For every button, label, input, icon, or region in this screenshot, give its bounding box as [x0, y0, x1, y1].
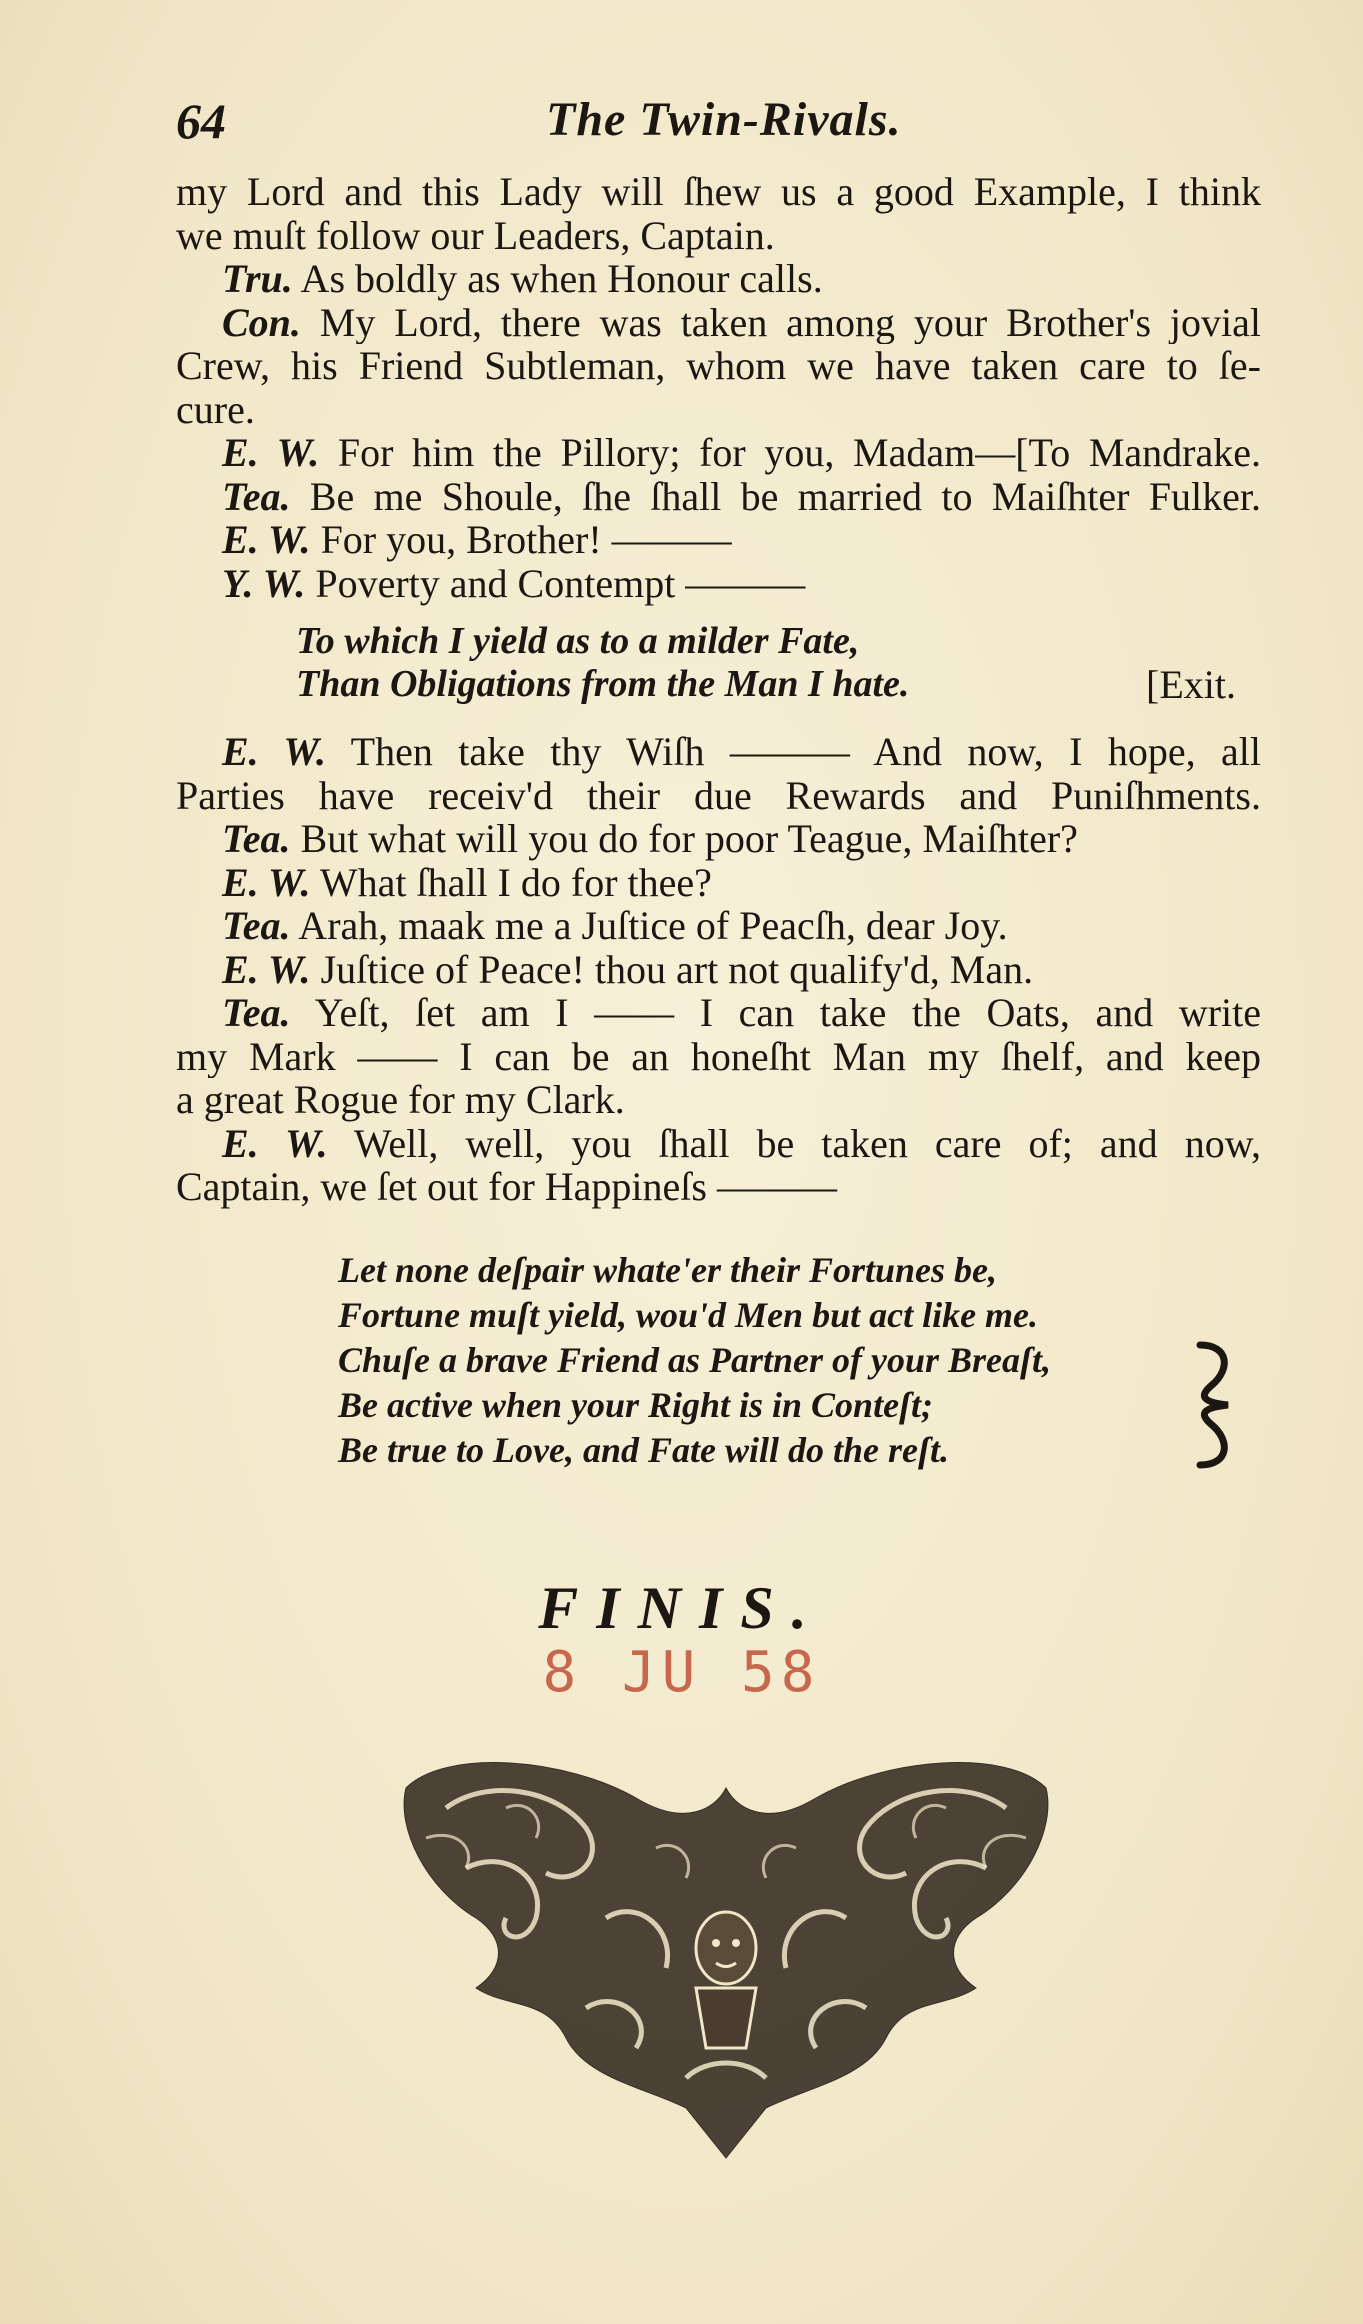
speaker-name: E. W. [222, 730, 326, 774]
speaker-name: E. W. [222, 859, 311, 905]
text-line [176, 257, 1261, 301]
text-line [176, 861, 1261, 905]
line-text: What ſhall I do for thee? [310, 859, 712, 905]
text-line [176, 518, 1261, 562]
text-line [176, 214, 1261, 258]
speaker-name: E. W. [222, 1121, 328, 1165]
speaker-name: E. W. [222, 431, 320, 475]
line-text: But what will you do for poor Teague, Maiſhter? [290, 816, 1078, 861]
text-line [176, 730, 1261, 774]
line-text: Juſtice of Peace! thou art not qualify'd, Man. [310, 946, 1034, 992]
speaker-name: E. W. [222, 946, 311, 992]
verse-line: To which I yield as to a milder Fate, [296, 620, 860, 662]
line-text: we muſt follow our Leaders, Captain. [176, 212, 775, 258]
verse-line: Let none deſpair whate'er their Fortunes be, [338, 1250, 998, 1290]
epilogue-verse [338, 1248, 1218, 1473]
text-line [176, 170, 1261, 214]
verse-line: Than Obligations from the Man I hate. [Exit. [296, 662, 1236, 707]
verse-line: Be active when your Right is in Conteſt; [338, 1385, 934, 1425]
text-line [176, 431, 1261, 475]
speaker-name: Tea. [222, 474, 291, 518]
library-date-stamp: 8 JU 58 [542, 1640, 821, 1705]
line-text: Be me Shoule, ſhe ſhall be married to Maiſhter Fulker. [290, 474, 1261, 518]
text-line [176, 1122, 1261, 1166]
text-line [176, 991, 1261, 1035]
line-text: Poverty and Contempt ——— [305, 560, 806, 606]
tailpiece-ornament [386, 1748, 1066, 2168]
text-line [176, 388, 1261, 432]
line-text: my Mark —— I can be an honeſht Man my ſhelf, and keep [176, 1034, 1261, 1078]
running-header [176, 92, 1256, 152]
exit-couplet [296, 620, 1236, 706]
verse-line: Be true to Love, and Fate will do the reſt. [338, 1430, 949, 1470]
text-line [176, 475, 1261, 519]
line-text: Well, well, you ſhall be taken care of; and now, [327, 1121, 1261, 1165]
running-title: The Twin-Rivals. [546, 93, 902, 146]
text-line [176, 948, 1261, 992]
line-text: my Lord and this Lady will ſhew us a good Example, I think [176, 170, 1261, 214]
line-text: Parties have receiv'd their due Rewards and Puniſhments. [176, 773, 1261, 817]
speaker-name: Con. [222, 300, 301, 344]
finis-heading: FINIS. [538, 1575, 825, 1641]
text-line [176, 1035, 1261, 1079]
speaker-name: Tru. [222, 256, 293, 301]
line-text: cure. [176, 386, 255, 432]
line-text: Arah, maak me a Juſtice of Peacſh, dear Joy. [290, 903, 1008, 948]
line-text: For him the Pillory; for you, Madam—[To Mandrake. [319, 431, 1261, 475]
line-text: Crew, his Friend Subtleman, whom we have taken care to ſe- [176, 344, 1261, 388]
text-line [176, 301, 1261, 345]
text-line [176, 562, 1261, 606]
line-text: a great Rogue for my Clark. [176, 1077, 625, 1122]
line-text: For you, Brother! ——— [310, 517, 732, 562]
curly-brace-ornament [1190, 1340, 1240, 1470]
dialogue-block-1 [176, 170, 1261, 605]
text-line [176, 1165, 1261, 1209]
line-text: Then take thy Wiſh ——— And now, I hope, all [325, 730, 1261, 774]
line-text: Yeſt, ſet am I —— I can take the Oats, and write [290, 991, 1261, 1035]
text-line [176, 817, 1261, 861]
dialogue-block-2 [176, 730, 1261, 1209]
speaker-name: E. W. [222, 517, 311, 562]
line-text: My Lord, there was taken among your Brother's jovial [300, 300, 1261, 344]
text-line [176, 1078, 1261, 1122]
speaker-name: Tea. [222, 903, 291, 948]
line-text: Captain, we ſet out for Happineſs ——— [176, 1164, 837, 1209]
text-line [176, 774, 1261, 818]
text-line [176, 904, 1261, 948]
verse-line: Fortune muſt yield, wou'd Men but act like me. [338, 1295, 1039, 1335]
line-text: As boldly as when Honour calls. [292, 256, 823, 301]
speaker-name: Tea. [222, 816, 291, 861]
page-number: 64 [176, 93, 226, 149]
verse-line: Chuſe a brave Friend as Partner of your Breaſt, [338, 1340, 1052, 1380]
stage-direction-exit: [Exit. [1146, 662, 1236, 707]
speaker-name: Tea. [222, 991, 291, 1035]
speaker-name: Y. W. [222, 560, 306, 606]
text-line [176, 344, 1261, 388]
